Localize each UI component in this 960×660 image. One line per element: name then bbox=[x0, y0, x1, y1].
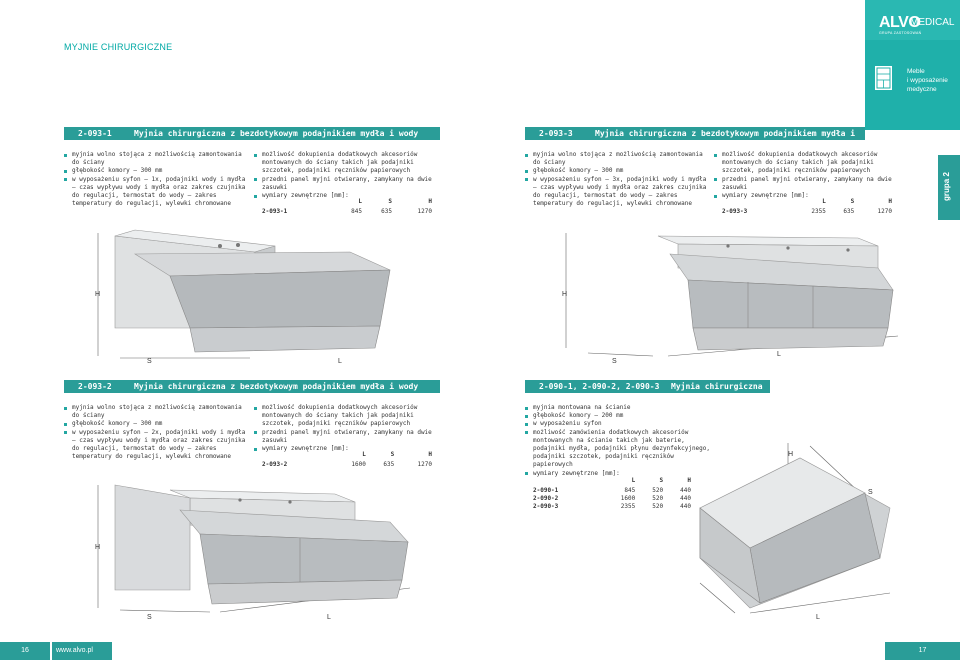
feature-item: przedni panel myjni otwierany, zamykany na dwie zasuwki bbox=[252, 429, 442, 445]
product-header-2-093-3 bbox=[525, 127, 865, 151]
dim-label-s: S bbox=[868, 489, 873, 496]
feature-item: wymiary zewnętrzne [mm]: bbox=[252, 192, 442, 200]
logo-sub-text: GRUPA ZASTOSOWAŃ bbox=[879, 31, 922, 35]
page-number-left: 16 bbox=[0, 642, 50, 660]
sink-illustration-2-093-1 bbox=[90, 228, 390, 368]
table-row: 2-090-2 1600 520 440 bbox=[533, 494, 691, 502]
brand-nav[interactable] bbox=[865, 62, 960, 102]
product-header-2-093-1 bbox=[64, 127, 440, 140]
dims-col-s: S bbox=[850, 198, 855, 205]
product-header-2-090 bbox=[525, 380, 770, 393]
feature-item: głębokość komory – 300 mm bbox=[62, 167, 252, 175]
feature-item: myjnia wolno stojąca z możliwością zamontowania do ściany bbox=[523, 151, 713, 167]
dims-col-s: S bbox=[659, 477, 664, 484]
dims-col-l: L bbox=[822, 198, 826, 205]
dims-col-h: H bbox=[428, 198, 432, 205]
section-title: MYJNIE CHIRURGICZNE bbox=[64, 42, 173, 52]
dim-label-s: S bbox=[147, 614, 152, 621]
product-code: 2-093-2 bbox=[78, 382, 112, 391]
brand-nav-text: Meble i wyposażenie medyczne bbox=[907, 68, 948, 93]
product-title: Myjnia chirurgiczna z bezdotykowym podajnikiem mydła i wody bbox=[595, 129, 856, 151]
product-header-2-093-2 bbox=[64, 380, 440, 393]
table-row: 2-090-3 2355 520 440 bbox=[533, 502, 691, 510]
dims-col-l: L bbox=[358, 198, 362, 205]
website-link[interactable]: www.alvo.pl bbox=[52, 642, 112, 660]
dim-label-l: L bbox=[338, 358, 342, 365]
feature-item: w wyposażeniu syfon bbox=[523, 420, 713, 428]
feature-list-left-1 bbox=[62, 151, 252, 208]
logo-medical-text: MEDICAL bbox=[910, 17, 955, 28]
feature-item: głębokość komory – 300 mm bbox=[62, 420, 252, 428]
product-title: Myjnia chirurgiczna z bezdotykowym podajnikiem mydła i wody bbox=[134, 129, 419, 138]
dims-table-2 bbox=[722, 198, 892, 215]
product-code: 2-093-3 bbox=[539, 129, 573, 138]
dims-table-3 bbox=[262, 451, 432, 468]
dims-col-l: L bbox=[362, 451, 366, 458]
dim-label-h: H bbox=[95, 544, 101, 551]
feature-item: możliwość dokupienia dodatkowych akcesoriów montowanych do ściany takich jak podajniki szczotek, podajniki ręczników papierowych bbox=[252, 404, 442, 429]
brand-logo[interactable] bbox=[865, 0, 960, 40]
feature-list-left-3 bbox=[62, 404, 252, 461]
dims-col-h: H bbox=[888, 198, 892, 205]
feature-item: w wyposażeniu syfon – 1x, podajniki wody i mydła – czas wypływu wody i mydła oraz zakres czujnika do regulacji, termostat do wody – zakres temperatury do regulacji, wylewki chromowane bbox=[62, 176, 252, 209]
dim-label-l: L bbox=[816, 614, 820, 621]
group-tab[interactable] bbox=[938, 155, 960, 220]
feature-item: wymiary zewnętrzne [mm]: bbox=[252, 445, 442, 453]
feature-item: możliwość zamówienia dodatkowych akcesoriów montowanych na ścianie takich jak baterie, podajniki mydła, podajniki płynu dezynfekcyjnego, podajniki szczotek, podajniki ręczników papierowych bbox=[523, 429, 713, 470]
feature-item: wymiary zewnętrzne [mm]: bbox=[523, 470, 713, 478]
feature-list-right-3 bbox=[252, 404, 442, 453]
product-title: Myjnia chirurgiczna bbox=[671, 382, 763, 391]
feature-item: myjnia wolno stojąca z możliwością zamontowania do ściany bbox=[62, 151, 252, 167]
dims-col-s: S bbox=[390, 451, 395, 458]
feature-item: możliwość dokupienia dodatkowych akcesoriów montowanych do ściany takich jak podajniki szczotek, podajniki ręczników papierowych bbox=[712, 151, 902, 176]
feature-item: głębokość komory – 300 mm bbox=[523, 167, 713, 175]
dim-label-l: L bbox=[777, 351, 781, 358]
dim-label-s: S bbox=[147, 358, 152, 365]
table-row: 2-090-1 845 520 440 bbox=[533, 486, 691, 494]
table-row: 2-093-3 2355 635 1270 bbox=[722, 207, 892, 215]
dims-col-h: H bbox=[428, 451, 432, 458]
feature-list-right-1 bbox=[252, 151, 442, 200]
dims-table-4 bbox=[533, 477, 691, 510]
feature-item: możliwość dokupienia dodatkowych akcesoriów montowanych do ściany takich jak podajniki szczotek, podajniki ręczników papierowych bbox=[252, 151, 442, 176]
table-row: 2-093-2 1600 635 1270 bbox=[262, 460, 432, 468]
product-code: 2-090-1, 2-090-2, 2-090-3 bbox=[539, 382, 660, 391]
group-tab-label: grupa 2 bbox=[942, 172, 951, 201]
dim-label-l: L bbox=[327, 614, 331, 621]
feature-list-right-2 bbox=[712, 151, 902, 200]
dim-label-h: H bbox=[562, 291, 568, 298]
feature-item: w wyposażeniu syfon – 2x, podajniki wody i mydła – czas wypływu wody i mydła oraz zakres czujnika do regulacji, termostat do wody – zakres temperatury do regulacji, wylewki chromowane bbox=[62, 429, 252, 462]
dim-label-h: H bbox=[95, 291, 101, 298]
sink-illustration-2-093-3 bbox=[558, 228, 918, 368]
dims-col-h: H bbox=[687, 477, 691, 484]
feature-item: myjnia montowana na ścianie bbox=[523, 404, 713, 412]
dim-label-s: S bbox=[612, 358, 617, 365]
dims-table-1 bbox=[262, 198, 432, 215]
page-number-right: 17 bbox=[885, 642, 960, 660]
feature-item: przedni panel myjni otwierany, zamykany na dwie zasuwki bbox=[712, 176, 902, 192]
dims-col-l: L bbox=[631, 477, 636, 484]
cabinet-icon bbox=[875, 66, 892, 90]
feature-item: wymiary zewnętrzne [mm]: bbox=[712, 192, 902, 200]
dim-label-h: H bbox=[788, 451, 794, 458]
feature-list-4 bbox=[523, 404, 713, 478]
sink-illustration-2-093-2 bbox=[90, 480, 420, 620]
logo-main-text: ALVO bbox=[879, 14, 921, 31]
brand-panel bbox=[865, 0, 960, 130]
feature-item: myjnia wolno stojąca z możliwością zamontowania do ściany bbox=[62, 404, 252, 420]
feature-item: głębokość komory – 200 mm bbox=[523, 412, 713, 420]
feature-item: przedni panel myjni otwierany, zamykany na dwie zasuwki bbox=[252, 176, 442, 192]
feature-item: w wyposażeniu syfon – 3x, podajniki wody i mydła – czas wypływu wody i mydła oraz zakres czujnika do regulacji, termostat do wody – zakres temperatury do regulacji, wylewki chromowane bbox=[523, 176, 713, 209]
product-title: Myjnia chirurgiczna z bezdotykowym podajnikiem mydła i wody bbox=[134, 382, 419, 391]
feature-list-left-2 bbox=[523, 151, 713, 208]
sink-illustration-2-090 bbox=[690, 438, 900, 618]
dims-col-s: S bbox=[388, 198, 392, 205]
table-row: 2-093-1 845 635 1270 bbox=[262, 207, 432, 215]
product-code: 2-093-1 bbox=[78, 129, 112, 138]
